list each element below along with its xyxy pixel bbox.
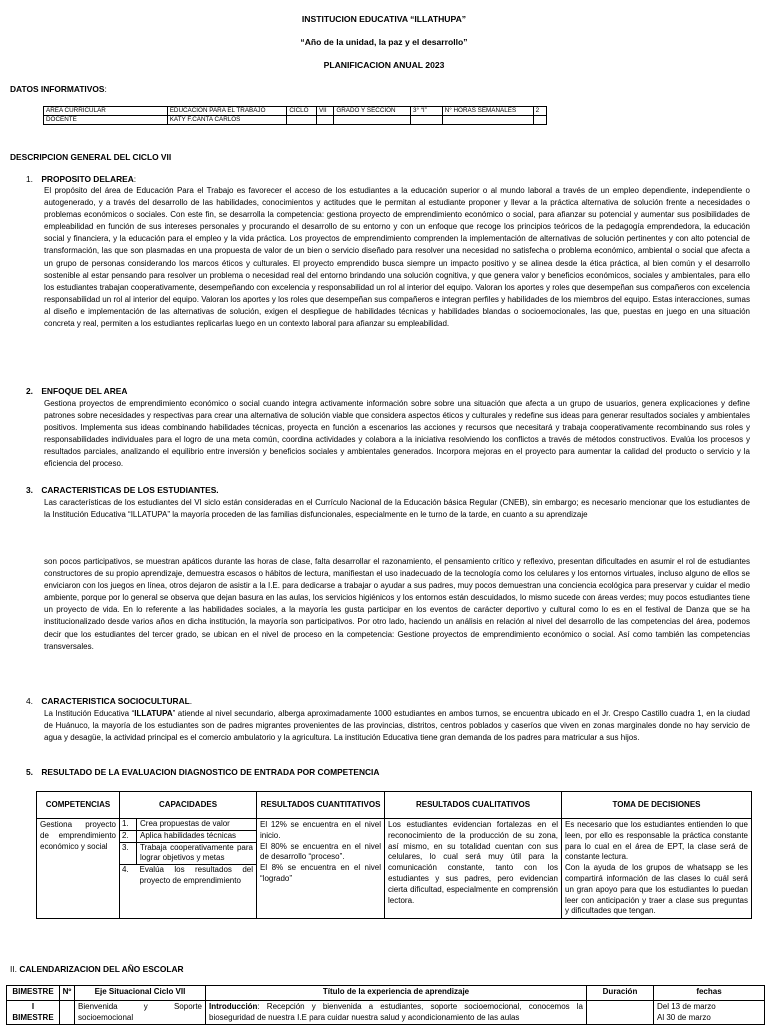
calendarizacion-heading <box>10 964 184 974</box>
empty-cell <box>316 116 333 125</box>
section-1-heading <box>26 174 136 184</box>
section-3-title: CARACTERISTICAS DE LOS ESTUDIANTES. <box>41 485 219 495</box>
empty-cell <box>411 116 443 125</box>
calendarizacion-header-row <box>7 986 765 1001</box>
cuantitativos-cell: El 12% se encuentra en el nivel inicio. El 80% se encuentra en el nivel de desarrollo “proceso”. El 8% se encuentra en el nivel “logrado” <box>257 819 385 919</box>
horas-label: N° HORAS SEMANALES <box>442 107 533 116</box>
header-decisiones: TOMA DE DECISIONES <box>562 792 752 819</box>
section-1-number: 1. <box>26 174 33 184</box>
ciclo-value: VII <box>316 107 333 116</box>
section-5-number: 5. <box>26 767 33 777</box>
diagnostico-table <box>36 791 752 919</box>
header-fechas: fechas <box>654 986 765 1001</box>
titulo-text: : Recepción y bienvenida a estudiantes, soporte socioemocional, conocemos la bioseguridad de nuestra I.E para cuidar nuestra salud y acondicionamiento de las aulas <box>209 1002 583 1022</box>
titulo-cell <box>206 1001 587 1025</box>
header-capacidades: CAPACIDADES <box>120 792 257 819</box>
capacidad-item <box>120 830 256 842</box>
header-numero: Nº <box>60 986 75 1001</box>
section-4-number: 4. <box>26 696 33 706</box>
section-1-text: El propósito del área de Educación Para el Trabajo es favorecer el acceso de los estudiantes a la educación superior o al mundo laboral a través de un empleo dependiente, independiente o autogenerado, y a través del desarrollo de las habilidades, conocimientos y actitudes que le permitan al estudiante proponer y llevar a la práctica alternativa de solución frente a necesidades o problemas económicos o sociales. Con este fin, se desarrolla la competencia: gestiona proyecto de emprendimiento económico o social, para afianzar su potencial y aumentar sus posibilidades de empleabilidad en función de sus intereses personales y procurando el desarrollo de su entorno y con un enfoque que recoge los principios teóricos de la pedagogía emprendedora, la educación social y financiera, y la educación para el empleo y la vida práctica. Los proyectos de emprendimiento comprenden la implementación de alternativas de solución pertinentes y con alto potencial de transformación, las que son plasmadas en una propuesta de valor de un bien o servicio diseñado para resolver una necesidad no satisfecha o problema económico, ambiental o social que afecta a un grupo de personas considerando los marcos éticos y culturales. El proyecto emprendido busca siempre un impacto positivo y se alinea desde la ética práctica, al bien común y el desarrollo sostenible al estar pensando para resolver un problema o necesidad real del entorno brindando una solución cognitiva, y que genera valor y beneficios económicos, sociales y ambientales, para ello los estudiantes trabajan cooperativamente, desempeñando con excelencia y responsabilidad un rol al interior del equipo. Valoran los aportes y roles que desempeñan sus compañeros con excelencia responsabilidad un rol al interior del equipo. Valoran los aportes y los roles que desempeñan sus compañeros e integran perfiles y habilidades de los miembros del equipo. Estas interacciones, sumas al diseño e implementación de las alternativas de solución, exigen el despliegue de habilidades técnicas y habilidades blandas o socioemocionales, las que, puestas en juego en una situación concreta y real, permiten a los estudiantes replicarlas luego en un contexto laboral para afianzar su empleabilidad. <box>44 186 750 329</box>
header-cuantitativos: RESULTADOS CUANTITATIVOS <box>257 792 385 819</box>
datos-row-docente <box>44 116 547 125</box>
plan-title: PLANIFICACION ANUAL 2023 <box>323 60 445 70</box>
header-titulo: Título de la experiencia de aprendizaje <box>206 986 587 1001</box>
section-2-number: 2. <box>26 386 33 396</box>
section-4-title: CARACTERISTICA SOCIOCULTURAL <box>41 696 190 706</box>
calendarizacion-title: CALENDARIZACION DEL AÑO ESCOLAR <box>19 964 184 974</box>
header-duracion: Duración <box>587 986 654 1001</box>
section-5-title: RESULTADO DE LA EVALUACION DIAGNOSTICO DE ENTRADA POR COMPETENCIA <box>41 767 380 777</box>
institution-title: INSTITUCION EDUCATIVA “ILLATHUPA” <box>301 14 467 24</box>
bimestre-cell: I BIMESTRE <box>7 1001 60 1025</box>
diagnostico-header-row <box>37 792 752 819</box>
fechas-cell: Del 13 de marzo Al 30 de marzo <box>654 1001 765 1025</box>
grado-label: GRADO Y SECCION <box>334 107 411 116</box>
grado-value: 3° “I” <box>411 107 443 116</box>
empty-cell <box>442 116 533 125</box>
calendarizacion-table <box>6 985 765 1025</box>
duracion-cell <box>587 1001 654 1025</box>
section-5-heading <box>26 767 379 777</box>
area-value: EDUCACION PARA EL TRABAJO <box>167 107 287 116</box>
header-eje: Eje Situacional Ciclo VII <box>75 986 206 1001</box>
area-label: AREA CURRICULAR <box>44 107 168 116</box>
docente-value: KATY F.CANTA CARLOS <box>167 116 287 125</box>
calendarizacion-row <box>7 1001 765 1025</box>
capacidad-text: Trabaja cooperativamente para lograr objetivos y metas <box>137 842 257 865</box>
capacidad-number: 4. <box>122 865 129 875</box>
header-cualitativos: RESULTADOS CUALITATIVOS <box>385 792 562 819</box>
capacidad-text: Aplica habilidades técnicas <box>137 830 257 842</box>
capacidad-text: Evalúa los resultados del proyecto de emprendimiento <box>139 865 253 885</box>
datos-heading-colon: : <box>104 84 107 94</box>
decisiones-cell: Es necesario que los estudiantes entienden lo que leen, por ello es responsable la práctica constante para lo cual en el área de EPT, la clase será de constante lectura. Con la ayuda de los grupos de whatsapp se les compartirá información de las clases lo cuál será un gran apoyo para que los estudiantes lo puedan leer con anticipación y traer a clase sus preguntas y dificultades que tengan. <box>562 819 752 919</box>
header-competencias: COMPETENCIAS <box>37 792 120 819</box>
section-4-text <box>44 708 750 744</box>
datos-table <box>43 106 547 125</box>
capacidad-item <box>120 819 256 830</box>
section-4-text-pre: La Institución Educativa “ <box>44 709 135 718</box>
descripcion-heading: DESCRIPCION GENERAL DEL CICLO VII <box>10 152 172 162</box>
section-1-title: PROPOSITO DELAREA <box>41 174 134 184</box>
section-4-dot: . <box>189 696 193 706</box>
section-3-text-a: Las características de los estudiantes del VI siclo están consideradas en el Currículo Nacional de la Educación básica Regular (CNEB), sin embargo; es necesario mencionar que los estudiantes de la Institución Educativa “ILLATUPA” la mayoría proceden de las familias disfuncionales, especialmente en le turno de la tarde, en cuanto a su aprendizaje <box>44 498 750 520</box>
section-4-text-post: ” atiende al nivel secundario, alberga aproximadamente 1000 estudiantes en ambos turnos, se encuentra ubicado en el Jr. Crespo Castillo cuadra 1, en la ciudad de Huánuco, la mayoría de los estudiantes son de padres migrantes provenientes de las provincias, distritos, centros poblados y caseríos que viven en zonas marginales donde no hay servicio de agua y desagüe, la actividad principal es el comercio ambulatorio y la agricultura. La institución Educativa tiene gran demanda de los padres para matricular a sus hijos. <box>44 709 750 743</box>
capacidad-text: Crea propuestas de valor <box>137 819 257 830</box>
eje-cell: Bienvenida y Soporte socioemocional <box>75 1001 206 1025</box>
section-3-number: 3. <box>26 485 33 495</box>
datos-heading-label: DATOS INFORMATIVOS <box>10 84 105 94</box>
empty-cell <box>533 116 546 125</box>
section-1-colon: : <box>133 174 137 184</box>
calendarizacion-number: II. <box>10 964 17 974</box>
section-3-text-b: son pocos participativos, se muestran apáticos durante las horas de clase, falta desarrollar el razonamiento, el pensamiento crítico y reflexivo, presentan dificultades en asumir el rol de estudiantes constructores de su propio aprendizaje, demuestra escasos o hábitos de lectura, manifiestan el uso inadecuado de la tecnología como los celulares y los entornos virtuales, incluso alguno de ellos se enviciaron con los juegos en línea, otros dejaron de asistir a la I.E. para dedicarse a trabajar o ayudar a sus padres, muy pocos demuestran una conciencia ecológica para preservar y cuidar el medio ambiente, porque por lo general se observa que dejan basura en las aulas, los servicios higiénicos y los entornos están descuidados, lo mismo sucede con áreas verdes; muy pocos estudiantes tiene un proyecto de vida. En lo referente a las habilidades sociales, a la mayoría les gusta participar en los eventos de carácter deportivo y cultural como lo es en el festival de Danza que se ha institucionalizado desde varios años en dicha institución, la mayoría son participativos. Por otro lado, haciendo un análisis en relación al nivel del desarrollo de las competencias del área, podemos decir que los estudiantes del tercer grado, se ubican en el nivel de proceso en la competencia: Gestione proyectos de emprendimiento económico o social. Así como también las competencias transversales. <box>44 557 750 651</box>
capacidad-number: 2. <box>120 830 137 842</box>
empty-cell <box>334 116 411 125</box>
section-4-text-bold: ILLATUPA <box>134 709 173 718</box>
section-3-heading <box>26 485 219 495</box>
section-2-title: ENFOQUE DEL AREA <box>41 386 128 396</box>
year-motto: “Año de la unidad, la paz y el desarrollo” <box>300 37 468 47</box>
datos-row-area <box>44 107 547 116</box>
numero-cell <box>60 1001 75 1025</box>
horas-value: 2 <box>533 107 546 116</box>
cualitativos-cell: Los estudiantes evidencian fortalezas en el reconocimiento de la producción de su zona, así mismo, en su totalidad cuentan con sus celulares, lo cual será muy útil para la comunicación constante, tanto con los estudiantes y sus padres, pero evidencian cierta dificultad, especialmente en comprensión lectora. <box>385 819 562 919</box>
section-2-text: Gestiona proyectos de emprendimiento económico o social cuando integra activamente información sobre sobre una situación que afecta a un grupo de usuarios, genera explicaciones y define patrones sobre necesidades y respectivas para crear una alternativa de solución viable que considera aspectos éticos y culturales y redefine sus ideas para generar resultados sociales y ambientales positivos. Implementa sus ideas combinando habilidades técnicas, proyecta en función a escenarios las acciones y recursos que necesitará y trabaja cooperativamente recombinando sus roles y responsabilidades individuales para el logro de una meta común, coordina actividades y colabora a la iniciativa resolviendo los conflictos a través de métodos constructivos. Evalúa los procesos y resultados parciales, analizando el equilibrio entre inversión y beneficios sociales y ambientales generados. Incorpora mejoras en el proyecto para aumentar la calidad del producto o servicio y la eficiencia del proceso. <box>44 399 750 469</box>
capacidades-cell <box>120 819 257 919</box>
diagnostico-row <box>37 819 752 919</box>
capacidad-number: 3. <box>120 842 137 865</box>
ciclo-label: CICLO <box>287 107 317 116</box>
capacidades-list <box>120 819 256 887</box>
titulo-bold: Introducción <box>209 1002 258 1011</box>
datos-heading <box>10 84 107 94</box>
capacidad-item <box>120 865 256 887</box>
capacidad-number: 1. <box>120 819 137 830</box>
section-2-heading <box>26 386 127 396</box>
header-bimestre: BIMESTRE <box>7 986 60 1001</box>
docente-label: DOCENTE <box>44 116 168 125</box>
section-4-heading <box>26 696 192 706</box>
capacidad-item <box>120 842 256 865</box>
competencia-cell: Gestiona proyecto de emprendimiento económico y social <box>37 819 120 919</box>
empty-cell <box>287 116 317 125</box>
